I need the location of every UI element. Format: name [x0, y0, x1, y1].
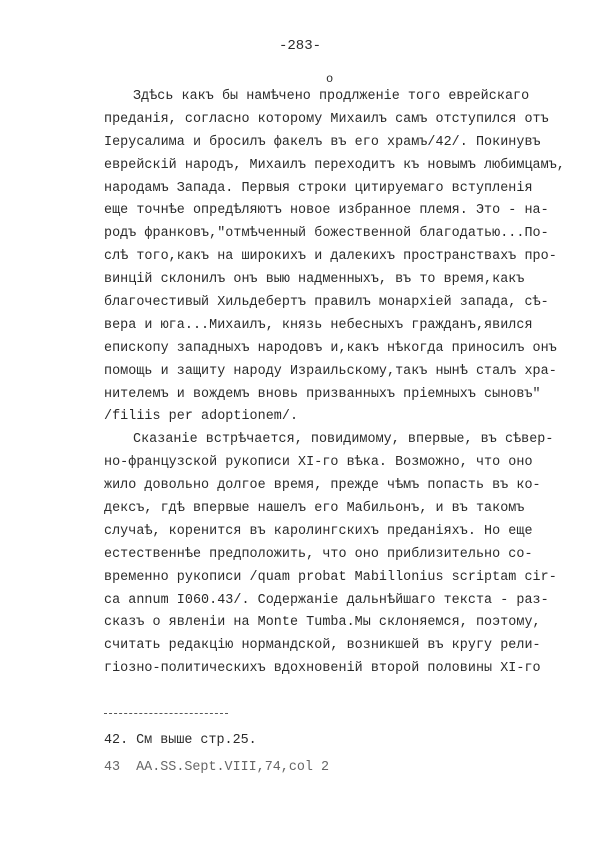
text-line: родъ франковъ,"отмѣченный божественной благодатью...По-: [104, 226, 549, 242]
text-line: винцій склонилъ онъ выю надменныхъ, въ то время,какъ: [104, 272, 525, 288]
text-line: ca annum I060.43/. Содержаніе дальнѣйшаго текста - раз-: [104, 592, 549, 608]
footnote-divider: [104, 713, 228, 714]
text-line: преданія, согласно которому Михаилъ самъ отступился отъ: [104, 111, 549, 127]
text-line: благочестивый Хильдебертъ правилъ монархіей запада, сѣ-: [104, 295, 549, 311]
text-line: вера и юга...Михаилъ, князь небесныхъ гражданъ,явился: [104, 317, 533, 333]
text-line: Іерусалима и бросилъ факелъ въ его храмъ/42/. Покинувъ: [104, 134, 541, 150]
text-line: дексъ, гдѣ впервые нашелъ его Мабильонъ, и въ такомъ: [104, 501, 525, 517]
page-number: -283-: [278, 38, 321, 54]
text-line: помощь и защиту народу Израильскому,такъ нынѣ сталъ хра-: [104, 363, 557, 379]
body-text: [104, 86, 574, 681]
text-line: считать редакцію нормандской, возникшей въ кругу рели-: [104, 638, 541, 654]
text-line: еще точнѣе опредѣляютъ новое избранное племя. Это - на-: [104, 203, 549, 219]
text-line: жило довольно долгое время, прежде чѣмъ попасть въ ко-: [104, 478, 541, 494]
text-line: епископу западныхъ народовъ и,какъ нѣкогда приносилъ онъ: [104, 340, 557, 356]
text-line: сказъ о явленіи на Monte Tumba.Мы склоняемся, поэтому,: [104, 615, 541, 631]
text-line: но-французской рукописи XI-го вѣка. Возможно, что оно: [104, 455, 533, 471]
footnote-43: 43 AA.SS.Sept.VIII,74,col 2: [104, 760, 329, 775]
footnote-42: 42. См выше стр.25.: [104, 733, 257, 748]
text-line: слѣ того,какъ на широкихъ и далекихъ пространствахъ про-: [104, 249, 557, 265]
text-line: Здѣсь какъ бы намѣчено продлженіе того еврейскаго: [133, 89, 530, 104]
text-line: /filiis per adoptionem/.: [104, 409, 299, 425]
text-line: Сказаніе встрѣчается, повидимому, впервые, въ сѣвер-: [133, 432, 554, 448]
text-line: народамъ Запада. Первыя строки цитируемаго вступленія: [104, 180, 533, 196]
text-line: еврейскій народъ, Михаилъ переходитъ къ новымъ любимцамъ,: [104, 157, 565, 173]
text-line: естественнѣе предположить, что оно приблизительно со-: [104, 546, 533, 562]
margin-mark: o: [326, 72, 334, 86]
text-line: гіозно-политическихъ вдохновеній второй половины XI-го: [104, 661, 541, 677]
text-line: временно рукописи /quam probat Mabillonius scriptam cir-: [104, 569, 557, 585]
text-line: нителемъ и вождемъ вновь призванныхъ пріемныхъ сыновъ": [104, 386, 541, 402]
text-line: случаѣ, коренится въ каролингскихъ преданіяхъ. Но еще: [104, 523, 533, 539]
